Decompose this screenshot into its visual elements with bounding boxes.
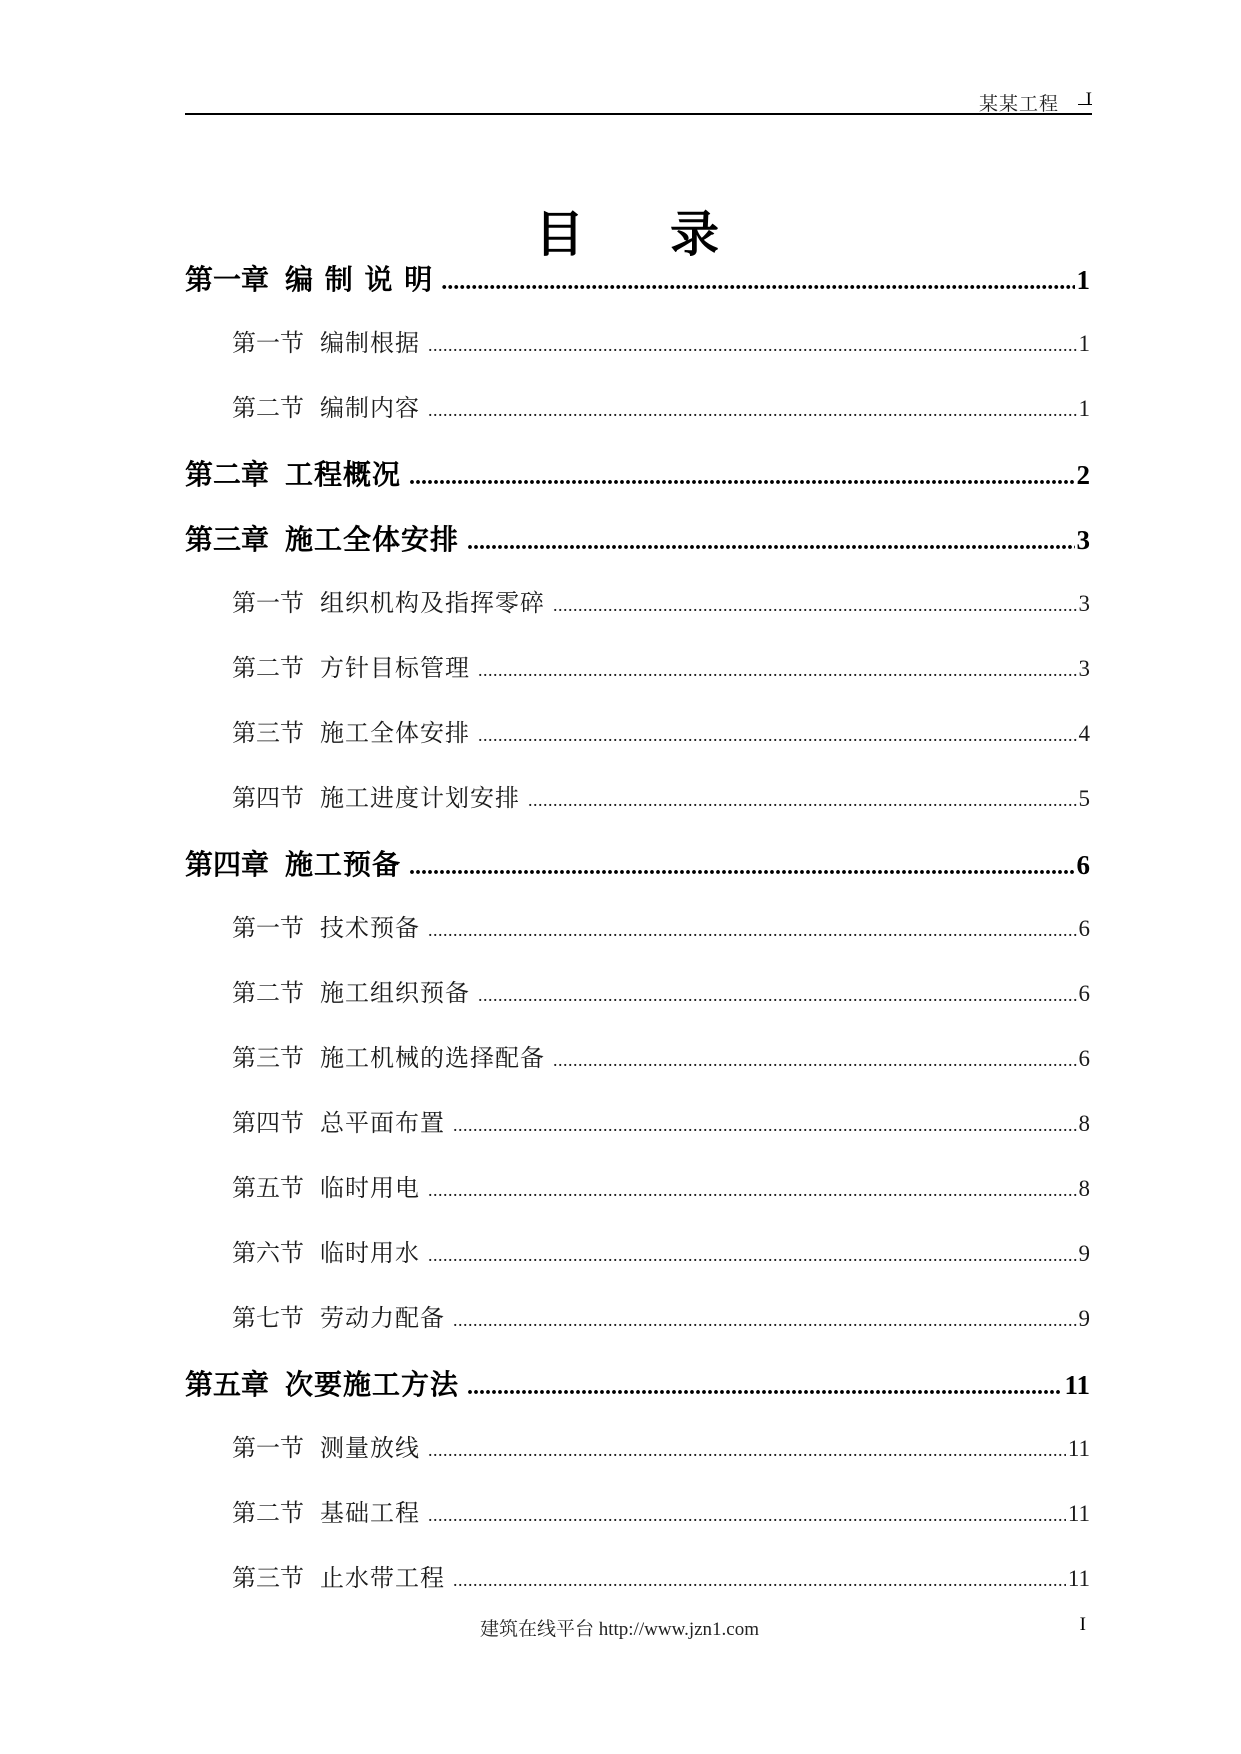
toc-entry-number: 第一节: [232, 329, 304, 357]
toc-dot-leader: [553, 1050, 1077, 1071]
toc-entry-title: 施工全体安排: [285, 523, 460, 556]
toc-dot-leader: [428, 400, 1077, 421]
toc-entry-title: 编 制 说 明: [285, 263, 434, 296]
toc-dot-leader: [453, 1115, 1077, 1136]
toc-entry-title: 止水带工程: [320, 1564, 445, 1592]
toc-dot-leader: [528, 790, 1077, 811]
toc-entry-number: 第六节: [232, 1239, 304, 1267]
toc-entry-page: 1: [1078, 331, 1090, 356]
toc-entry-title: 总平面布置: [320, 1109, 445, 1137]
toc-entry-title: 基础工程: [320, 1499, 420, 1527]
toc-entry-number: 第一章: [185, 263, 270, 296]
toc-section-entry[interactable]: [185, 1027, 1090, 1092]
toc-entry-title: 编制根据: [320, 329, 420, 357]
toc-entry-number: 第一节: [232, 1434, 304, 1462]
toc-chapter-entry[interactable]: [185, 442, 1090, 507]
page-header: [185, 86, 1092, 116]
header-rule: [185, 113, 1092, 115]
toc-entry-page: 1: [1076, 265, 1090, 295]
toc-entry-page: 6: [1076, 850, 1090, 880]
toc-section-entry[interactable]: [185, 572, 1090, 637]
toc-section-entry[interactable]: [185, 1157, 1090, 1222]
toc-entry-number: 第三章: [185, 523, 270, 556]
toc-chapter-entry[interactable]: [185, 507, 1090, 572]
toc-section-entry[interactable]: [185, 1222, 1090, 1287]
toc-entry-title: 临时用电: [320, 1174, 420, 1202]
footer-page-number: I: [1079, 1614, 1086, 1635]
toc-entry-title: 工程概况: [285, 458, 402, 491]
toc-entry-title: 组织机构及指挥零碎: [320, 589, 545, 617]
toc-entry-title: 施工预备: [285, 848, 402, 881]
toc-section-entry[interactable]: [185, 377, 1090, 442]
toc-dot-leader: [428, 1505, 1066, 1526]
header-project-name: 某某工程: [978, 93, 1059, 115]
toc-entry-page: 6: [1078, 916, 1090, 941]
toc-entry-title: 施工进度计划安排: [320, 784, 520, 812]
toc-section-entry[interactable]: [185, 702, 1090, 767]
toc-entry-page: 11: [1067, 1566, 1090, 1591]
toc-title: 目录: [535, 205, 806, 263]
toc-entry-number: 第七节: [232, 1304, 304, 1332]
toc-chapter-entry[interactable]: [185, 1352, 1090, 1417]
toc-entry-page: 5: [1078, 786, 1090, 811]
toc-dot-leader: [478, 725, 1077, 746]
footer-site: 建筑在线平台 http://www.jzn1.com: [480, 1619, 759, 1640]
toc-section-entry[interactable]: [185, 1287, 1090, 1352]
toc-dot-leader: [428, 1440, 1066, 1461]
toc-entry-number: 第三节: [232, 1044, 304, 1072]
toc-section-entry[interactable]: [185, 767, 1090, 832]
toc-dot-leader: [428, 335, 1077, 356]
toc-entry-title: 方针目标管理: [320, 654, 470, 682]
toc-section-entry[interactable]: [185, 1092, 1090, 1157]
toc-entry-page: 3: [1076, 525, 1090, 555]
toc-entry-title: 劳动力配备: [320, 1304, 445, 1332]
toc-dot-leader: [453, 1310, 1077, 1331]
toc-entry-page: 11: [1067, 1501, 1090, 1526]
header-page-number: I: [1085, 89, 1092, 110]
toc-dot-leader: [428, 920, 1077, 941]
toc-entry-title: 次要施工方法: [285, 1368, 460, 1401]
toc-dot-leader: [467, 1374, 1062, 1401]
toc-dot-leader: [467, 529, 1074, 556]
toc-entry-page: 4: [1078, 721, 1090, 746]
toc-dot-leader: [478, 985, 1077, 1006]
toc-entry-number: 第四节: [232, 784, 304, 812]
toc-dot-leader: [453, 1570, 1066, 1591]
toc-entry-title: 施工机械的选择配备: [320, 1044, 545, 1072]
toc-section-entry[interactable]: [185, 1417, 1090, 1482]
toc-entry-number: 第四章: [185, 848, 270, 881]
toc-entry-page: 3: [1078, 656, 1090, 681]
toc-entry-number: 第五章: [185, 1368, 270, 1401]
toc-entry-page: 8: [1078, 1111, 1090, 1136]
table-of-contents: [185, 247, 1090, 1612]
toc-entry-number: 第一节: [232, 589, 304, 617]
toc-entry-page: 2: [1076, 460, 1090, 490]
toc-section-entry[interactable]: [185, 1547, 1090, 1612]
toc-entry-page: 6: [1078, 1046, 1090, 1071]
toc-section-entry[interactable]: [185, 1482, 1090, 1547]
toc-entry-page: 11: [1067, 1436, 1090, 1461]
toc-dot-leader: [428, 1180, 1077, 1201]
page-footer: [185, 1614, 1092, 1644]
toc-dot-leader: [478, 660, 1077, 681]
toc-entry-title: 测量放线: [320, 1434, 420, 1462]
toc-section-entry[interactable]: [185, 897, 1090, 962]
toc-dot-leader: [428, 1245, 1077, 1266]
toc-dot-leader: [409, 854, 1074, 881]
toc-chapter-entry[interactable]: [185, 832, 1090, 897]
toc-dot-leader: [553, 595, 1077, 616]
toc-entry-title: 编制内容: [320, 394, 420, 422]
toc-entry-title: 施工全体安排: [320, 719, 470, 747]
toc-entry-number: 第一节: [232, 914, 304, 942]
toc-entry-page: 9: [1078, 1306, 1090, 1331]
toc-entry-number: 第五节: [232, 1174, 304, 1202]
toc-entry-number: 第三节: [232, 719, 304, 747]
toc-entry-title: 临时用水: [320, 1239, 420, 1267]
toc-entry-number: 第四节: [232, 1109, 304, 1137]
toc-entry-number: 第二节: [232, 654, 304, 682]
toc-entry-page: 9: [1078, 1241, 1090, 1266]
toc-entry-page: 8: [1078, 1176, 1090, 1201]
toc-entry-number: 第三节: [232, 1564, 304, 1592]
toc-entry-page: 6: [1078, 981, 1090, 1006]
toc-entry-page: 1: [1078, 396, 1090, 421]
toc-entry-number: 第二节: [232, 1499, 304, 1527]
toc-entry-number: 第二章: [185, 458, 270, 491]
toc-dot-leader: [441, 269, 1074, 296]
toc-section-entry[interactable]: [185, 962, 1090, 1027]
toc-entry-title: 技术预备: [320, 914, 420, 942]
toc-entry-number: 第二节: [232, 394, 304, 422]
toc-chapter-entry[interactable]: [185, 247, 1090, 312]
toc-dot-leader: [409, 464, 1074, 491]
toc-entry-page: 3: [1078, 591, 1090, 616]
toc-section-entry[interactable]: [185, 637, 1090, 702]
toc-section-entry[interactable]: [185, 312, 1090, 377]
toc-entry-title: 施工组织预备: [320, 979, 470, 1007]
toc-entry-number: 第二节: [232, 979, 304, 1007]
header-page-underline: [1078, 104, 1092, 105]
toc-entry-page: 11: [1064, 1370, 1090, 1400]
